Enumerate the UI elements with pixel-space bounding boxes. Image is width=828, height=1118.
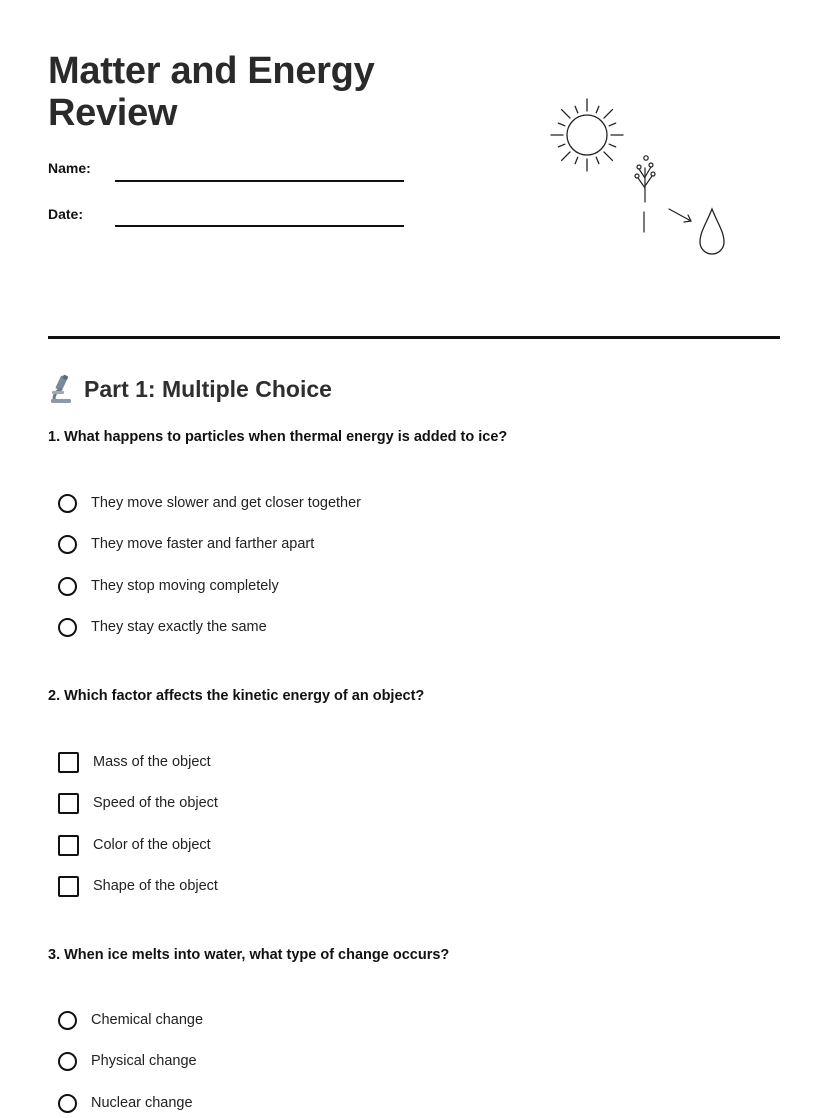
q2-option-4[interactable] (58, 874, 218, 898)
q1-option-4[interactable] (58, 615, 267, 639)
radio-button[interactable] (58, 1011, 77, 1030)
checkbox[interactable] (58, 876, 79, 897)
radio-button[interactable] (58, 535, 77, 554)
option-label: Speed of the object (93, 795, 218, 811)
matter-energy-illustration (540, 90, 740, 265)
q1-option-2[interactable] (58, 532, 314, 556)
sun-ray (562, 110, 570, 118)
page-title-line-2: Review (48, 92, 178, 134)
q1-option-1[interactable] (58, 491, 361, 515)
date-label: Date: (48, 206, 84, 222)
sun-ray (596, 106, 599, 112)
radio-button[interactable] (58, 577, 77, 596)
sun-ray (562, 152, 570, 160)
q2-option-2[interactable] (58, 791, 218, 815)
name-label: Name: (48, 160, 91, 176)
sun-ray (609, 144, 615, 147)
part1-heading (48, 374, 332, 404)
q3-option-1[interactable] (58, 1008, 203, 1032)
section-divider (48, 336, 780, 339)
water-drop-icon (700, 209, 724, 254)
radio-button[interactable] (58, 618, 77, 637)
option-label: They stay exactly the same (91, 619, 267, 635)
radio-button[interactable] (58, 1094, 77, 1113)
option-label: Physical change (91, 1053, 197, 1069)
radio-button[interactable] (58, 1052, 77, 1071)
checkbox[interactable] (58, 793, 79, 814)
sun-ray (558, 144, 564, 147)
question-3-text: 3. When ice melts into water, what type of change occurs? (48, 947, 450, 963)
option-label: Nuclear change (91, 1095, 193, 1111)
sun-ray (609, 123, 615, 126)
sun-ray (558, 123, 564, 126)
checkbox[interactable] (58, 752, 79, 773)
option-label: Chemical change (91, 1012, 204, 1028)
question-2-text: 2. Which factor affects the kinetic energy of an object? (48, 688, 425, 704)
option-label: They move faster and farther apart (91, 536, 315, 552)
q3-option-2[interactable] (58, 1049, 197, 1073)
page-title (48, 50, 374, 134)
q3-option-3[interactable] (58, 1091, 193, 1115)
radio-button[interactable] (58, 494, 77, 513)
sun-ray (575, 157, 578, 163)
option-label: They stop moving completely (91, 578, 279, 594)
q2-option-3[interactable] (58, 833, 211, 857)
question-1-text: 1. What happens to particles when thermal energy is added to ice? (48, 429, 508, 445)
page-title-line-1: Matter and Energy (48, 50, 375, 92)
plant-sprout-icon (635, 156, 655, 232)
sun-icon (551, 99, 623, 171)
microscope-icon (48, 374, 74, 404)
option-label: Mass of the object (93, 754, 211, 770)
option-label: They move slower and get closer together (91, 495, 361, 511)
name-field[interactable] (115, 180, 404, 182)
checkbox[interactable] (58, 835, 79, 856)
option-label: Color of the object (93, 837, 211, 853)
q1-option-3[interactable] (58, 574, 279, 598)
arrow-icon (669, 209, 691, 222)
option-label: Shape of the object (93, 878, 218, 894)
part1-heading-text: Part 1: Multiple Choice (84, 375, 332, 402)
sun-ray (604, 110, 612, 118)
sun-ray (596, 157, 599, 163)
q2-option-1[interactable] (58, 750, 211, 774)
date-field[interactable] (115, 225, 404, 227)
sun-ray (575, 106, 578, 112)
sun-ray (604, 152, 612, 160)
